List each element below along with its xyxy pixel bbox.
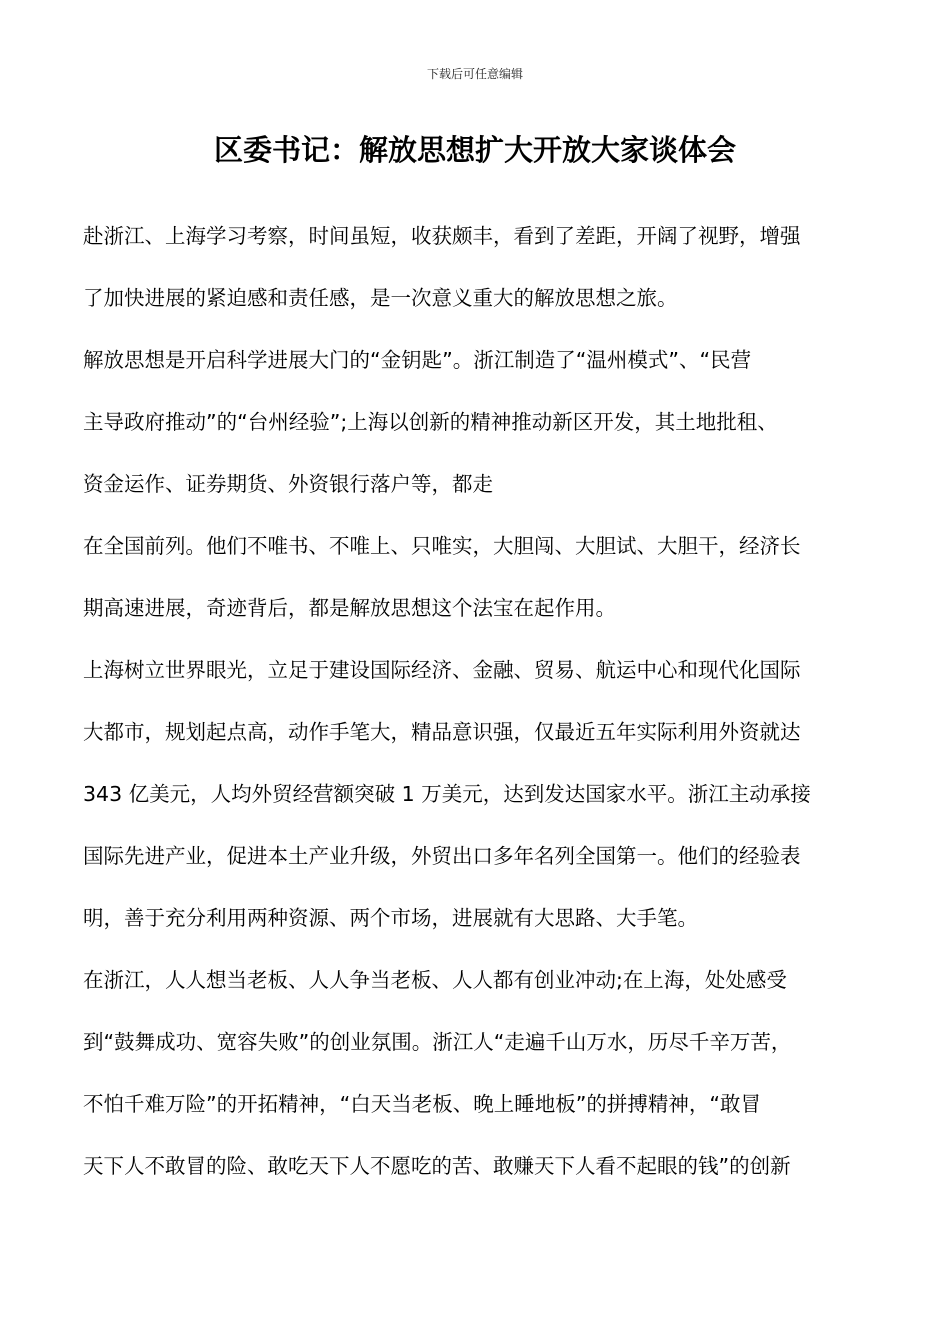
text-line: 明，善于充分利用两种资源、两个市场，进展就有大思路、大手笔。 bbox=[83, 906, 698, 930]
text-line: 343 亿美元，人均外贸经营额突破 1 万美元，达到发达国家水平。浙江主动承接 bbox=[83, 782, 811, 806]
text-line: 在浙江，人人想当老板、人人争当老板、人人都有创业冲动;在上海，处处感受 bbox=[83, 968, 787, 992]
text-line: 资金运作、证券期货、外资银行落户等，都走 bbox=[83, 472, 493, 496]
text-line: 天下人不敢冒的险、敢吃天下人不愿吃的苦、敢赚天下人看不起眼的钱”的创新 bbox=[83, 1154, 791, 1178]
text-line: 主导政府推动”的“台州经验”;上海以创新的精神推动新区开发，其土地批租、 bbox=[83, 410, 778, 434]
text-line: 期高速进展，奇迹背后，都是解放思想这个法宝在起作用。 bbox=[83, 596, 616, 620]
text-line: 解放思想是开启科学进展大门的“金钥匙”。浙江制造了“温州模式”、“民营 bbox=[83, 348, 752, 372]
text-line: 到“鼓舞成功、宽容失败”的创业氛围。浙江人“走遍千山万水，历尽千辛万苦， bbox=[83, 1030, 792, 1054]
document-body bbox=[83, 216, 883, 1208]
text-line: 国际先进产业，促进本土产业升级，外贸出口多年名列全国第一。他们的经验表 bbox=[83, 844, 801, 868]
text-line: 不怕千难万险”的开拓精神，“白天当老板、晚上睡地板”的拼搏精神，“敢冒 bbox=[83, 1092, 761, 1116]
text-line: 大都市，规划起点高，动作手笔大，精品意识强，仅最近五年实际利用外资就达 bbox=[83, 720, 801, 744]
text-line: 赴浙江、上海学习考察，时间虽短，收获颇丰，看到了差距，开阔了视野，增强 bbox=[83, 224, 801, 248]
header-note: 下载后可任意编辑 bbox=[426, 67, 523, 81]
text-line: 了加快进展的紧迫感和责任感，是一次意义重大的解放思想之旅。 bbox=[83, 286, 678, 310]
text-line: 在全国前列。他们不唯书、不唯上、只唯实，大胆闯、大胆试、大胆干，经济长 bbox=[83, 534, 801, 558]
text-line: 上海树立世界眼光，立足于建设国际经济、金融、贸易、航运中心和现代化国际 bbox=[83, 658, 801, 682]
document-title: 区委书记：解放思想扩大开放大家谈体会 bbox=[213, 133, 736, 167]
